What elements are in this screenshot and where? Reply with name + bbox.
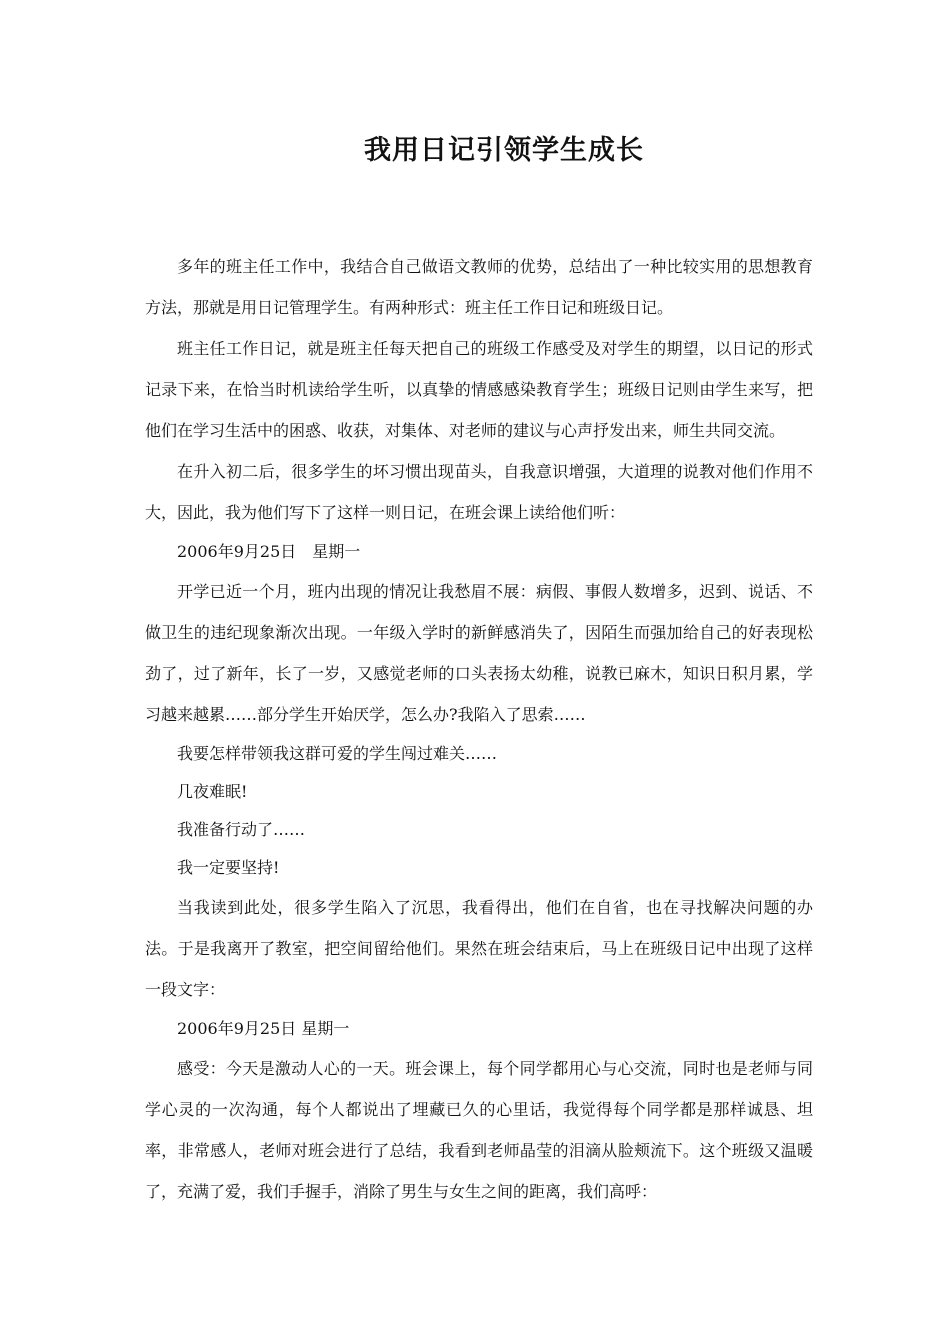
- document-title: 我用日记引领学生成长: [364, 135, 644, 166]
- paragraph-persist: 我一定要坚持!: [177, 858, 280, 877]
- diary-date-teacher: 2006年9月25日 星期一: [177, 542, 361, 561]
- paragraph-intro: 多年的班主任工作中，我结合自己做语文教师的优势，总结出了一种比较实用的思想教育方法，那就是用日记管理学生。有两种形式：班主任工作日记和班级日记。: [145, 257, 813, 317]
- document-body: [145, 246, 813, 1212]
- paragraph-lead-question: 我要怎样带领我这群可爱的学生闯过难关……: [177, 744, 498, 763]
- paragraph-sleepless: 几夜难眠!: [177, 782, 248, 801]
- diary-date-class: 2006年9月25日 星期一: [177, 1019, 350, 1038]
- paragraph-class-diary: 感受：今天是激动人心的一天。班会课上，每个同学都用心与心交流，同时也是老师与同学心灵的一次沟通，每个人都说出了埋藏已久的心里话，我觉得每个同学都是那样诚恳、坦率，非常感人，老师对班会进行了总结，我看到老师晶莹的泪滴从脸颊流下。这个班级又温暖了，充满了爱，我们手握手，消除了男生与女生之间的距离，我们高呼：: [145, 1059, 813, 1201]
- paragraph-grade-two: 在升入初二后，很多学生的坏习惯出现苗头，自我意识增强，大道理的说教对他们作用不大，因此，我为他们写下了这样一则日记，在班会课上读给他们听：: [145, 462, 813, 522]
- paragraph-ready: 我准备行动了……: [177, 820, 306, 839]
- paragraph-teacher-diary: 开学已近一个月，班内出现的情况让我愁眉不展：病假、事假人数增多，迟到、说话、不做卫生的违纪现象渐次出现。一年级入学时的新鲜感消失了，因陌生而强加给自己的好表现松劲了，过了新年，长了一岁，又感觉老师的口头表扬太幼稚，说教已麻木，知识日积月累，学习越来越累……部分学生开始厌学，怎么办?我陷入了思索……: [145, 582, 813, 724]
- paragraph-diary-types: 班主任工作日记，就是班主任每天把自己的班级工作感受及对学生的期望，以日记的形式记录下来，在恰当时机读给学生听，以真挚的情感感染教育学生；班级日记则由学生来写，把他们在学习生活中的困惑、收获，对集体、对老师的建议与心声抒发出来，师生共同交流。: [145, 339, 813, 440]
- paragraph-reflection: 当我读到此处，很多学生陷入了沉思，我看得出，他们在自省，也在寻找解决问题的办法。于是我离开了教室，把空间留给他们。果然在班会结束后，马上在班级日记中出现了这样一段文字：: [145, 898, 813, 999]
